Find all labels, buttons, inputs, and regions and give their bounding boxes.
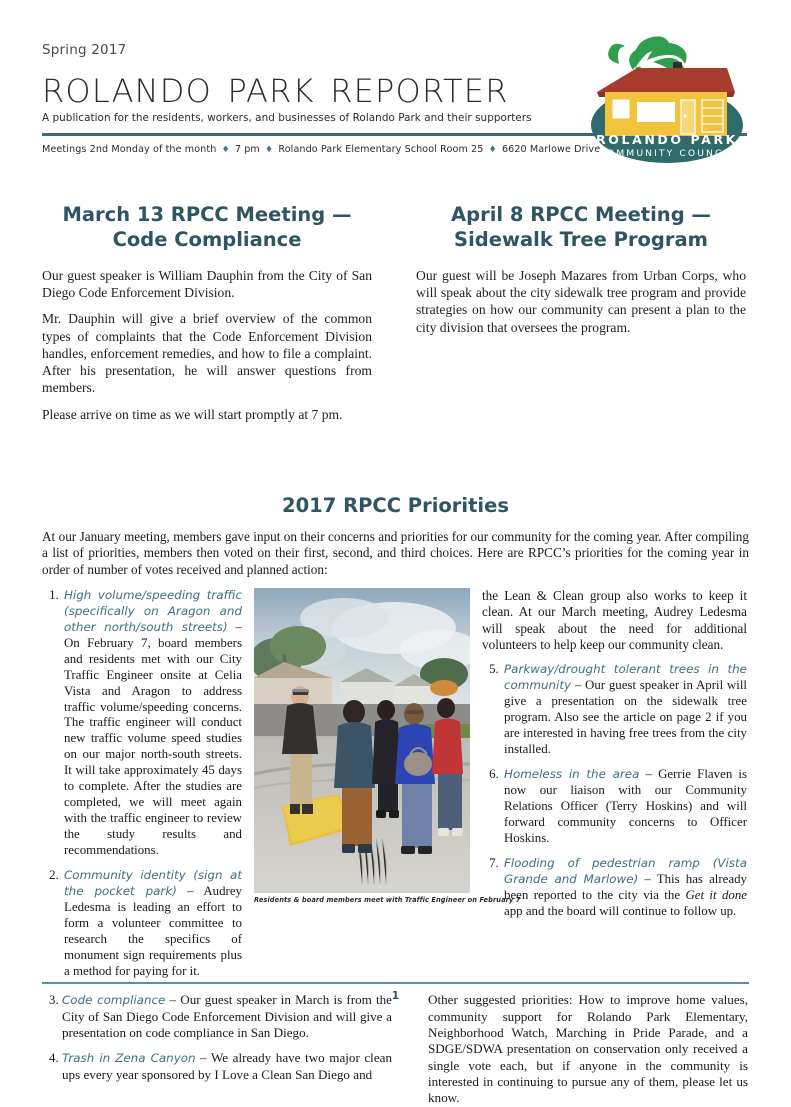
heading-line-1: April 8 RPCC Meeting —: [451, 203, 711, 226]
priority-4-title: Trash in Zena Canyon: [62, 1051, 196, 1066]
march-paragraph-1: Our guest speaker is William Dauphin from the City of San Diego Code Enforcement Division.: [42, 267, 372, 301]
meeting-info-part-1: 7 pm: [234, 144, 260, 155]
logo-line2: COMMUNITY COUNCIL: [598, 148, 736, 159]
priority-item-4: [62, 1050, 392, 1083]
priorities-intro: At our January meeting, members gave input on their concerns and priorities for our community for the coming year. After compiling a list of priorities, members then voted on their first, second, and third choices. Here are RPCC’s priorities for the coming year in order of number of votes received and planned action:: [42, 528, 749, 577]
page-number: 1: [391, 989, 400, 1002]
priority-6-title: Homeless in the area: [504, 767, 640, 782]
diamond-separator-icon: ♦: [265, 145, 274, 155]
priority-7-app-name: Get it done: [685, 887, 747, 902]
masthead-subtitle: A publication for the residents, workers, and businesses of Rolando Park and their supporters: [42, 112, 532, 124]
photo-caption: Residents & board members meet with Traffic Engineer on February 7: [254, 895, 521, 904]
priority-4-text: – We already have two major clean ups every year sponsored by I Love a Clean San Diego and: [62, 1050, 392, 1082]
priorities-right-column: [482, 588, 747, 929]
priority-item-6: [502, 767, 747, 847]
priority-7-text-before: – This has already been reported to the city via the: [504, 871, 747, 902]
priority-5-text: – Our guest speaker in April will give a presentation on the sidewalk tree program. Also see the article on page 2 if you are interested in having free trees from the city installed.: [504, 678, 747, 757]
roof: [597, 68, 735, 92]
page-footer: [42, 982, 749, 1002]
logo-line1: ROLANDO PARK: [596, 132, 738, 147]
heading-line-1: March 13 RPCC Meeting —: [62, 203, 352, 226]
priority-1-title: High volume/speeding traffic (specifically on Aragon and other north/south streets): [64, 587, 242, 634]
march-meeting-heading: [42, 203, 372, 253]
window-center: [637, 102, 675, 122]
door-knob: [683, 114, 686, 117]
window-left: [613, 100, 629, 118]
page-title: rolando park reporter: [42, 60, 509, 113]
priority-2-title: Community identity (sign at the pocket park): [64, 867, 242, 898]
masthead: [42, 0, 749, 159]
heading-line-2: Sidewalk Tree Program: [454, 227, 708, 251]
priority-7-title: Flooding of pedestrian ramp (Vista Grande and Marlowe): [504, 855, 747, 886]
priority-4-continuation: the Lean & Clean group also works to keep it clean. At our March meeting, Audrey Ledesma will speak about the need for additional volunteers to help keep our community clean.: [482, 587, 747, 653]
rolando-park-community-council-logo: [575, 30, 755, 170]
priority-1-text: – On February 7, board members and residents met with our City Traffic Engineer onsite at Celia Vista and Aragon to address traffic volume/speeding concerns. The traffic engineer will conduct new traffic volume speed studies on our major north-south streets. It will take approximately 45 days to complete. After the studies are completed, we will meet again with the traffic engineer to review the study results and recommendations.: [64, 619, 242, 857]
priority-3-text: – Our guest speaker in March is from the City of San Diego Code Enforcement Division and will give a presentation on code compliance in San Diego.: [62, 992, 392, 1041]
priority-3-title: Code compliance: [62, 993, 166, 1008]
priority-item-7: [502, 856, 747, 920]
priorities-photo-column: [242, 588, 521, 904]
priorities-left-column: [42, 588, 242, 989]
priorities-list-right: [482, 662, 747, 919]
other-priorities-paragraph: Other suggested priorities: How to improve home values, community support for Rolando Park Elementary, Neighborhood Watch, Marching in Pride Parade, and a SDGE/SDWA presentation on conservation only received a single vote each, but if anyone in the community is interested in continuing to pursue any of them, please let us know.: [428, 992, 748, 1106]
april-meeting-heading: [416, 203, 746, 253]
meeting-info-part-0: Meetings 2nd Monday of the month: [42, 144, 217, 155]
priorities-body: [42, 588, 749, 989]
heading-line-2: Code Compliance: [112, 227, 302, 251]
issue-date: Spring 2017: [42, 42, 127, 58]
priority-item-2: [62, 868, 242, 980]
lower-columns: [42, 992, 749, 1106]
photo-wrapper: [254, 588, 470, 893]
march-paragraph-2: Mr. Dauphin will give a brief overview of the common types of complaints that the Code Enforcement Division handles, enforcement remedies, and how to file a complaint. After his presentation, he will answer questions from members.: [42, 311, 372, 396]
priority-7-text-after: app and the board will continue to follow up.: [504, 903, 737, 918]
priorities-list-left: [42, 588, 242, 980]
meeting-announcements: [42, 203, 749, 432]
garage-panel: [702, 100, 723, 132]
meeting-block-march: [42, 203, 372, 432]
meeting-info-part-2: Rolando Park Elementary School Room 25: [278, 144, 484, 155]
april-paragraph-1: Our guest will be Joseph Mazares from Urban Corps, who will speak about the city sidewalk tree program and provide strategies on how our community can present a plan to the city division that oversees the program.: [416, 267, 746, 335]
meeting-block-april: [416, 203, 746, 432]
door: [681, 100, 695, 134]
priority-5-title: Parkway/drought tolerant trees in the community: [504, 662, 747, 693]
priority-6-text: – Gerrie Flaven is now our liaison with our Community Relations Officer (Terry Hoskins) and will forward community concerns to Officer Hoskins.: [504, 767, 748, 845]
diamond-separator-icon: ♦: [488, 145, 497, 155]
priority-2-text: – Audrey Ledesma is leading an effort to form a volunteer committee to research the specifics of monument sign requirements plus a method for paying for it.: [64, 883, 243, 978]
priorities-heading: 2017 RPCC Priorities: [282, 493, 509, 517]
residents-meeting-photo: [254, 588, 470, 893]
priority-item-1: [62, 588, 242, 859]
logo-svg: [575, 30, 755, 170]
lower-left-column: [42, 992, 392, 1106]
lower-right-column: [428, 992, 748, 1106]
priorities-list-lower: [42, 992, 392, 1082]
priority-item-5: [502, 662, 747, 758]
march-paragraph-3: Please arrive on time as we will start promptly at 7 pm.: [42, 406, 343, 422]
diamond-separator-icon: ♦: [221, 145, 230, 155]
meeting-info-part-3: 6620 Marlowe Drive: [501, 144, 601, 155]
footer-divider: [42, 982, 749, 984]
